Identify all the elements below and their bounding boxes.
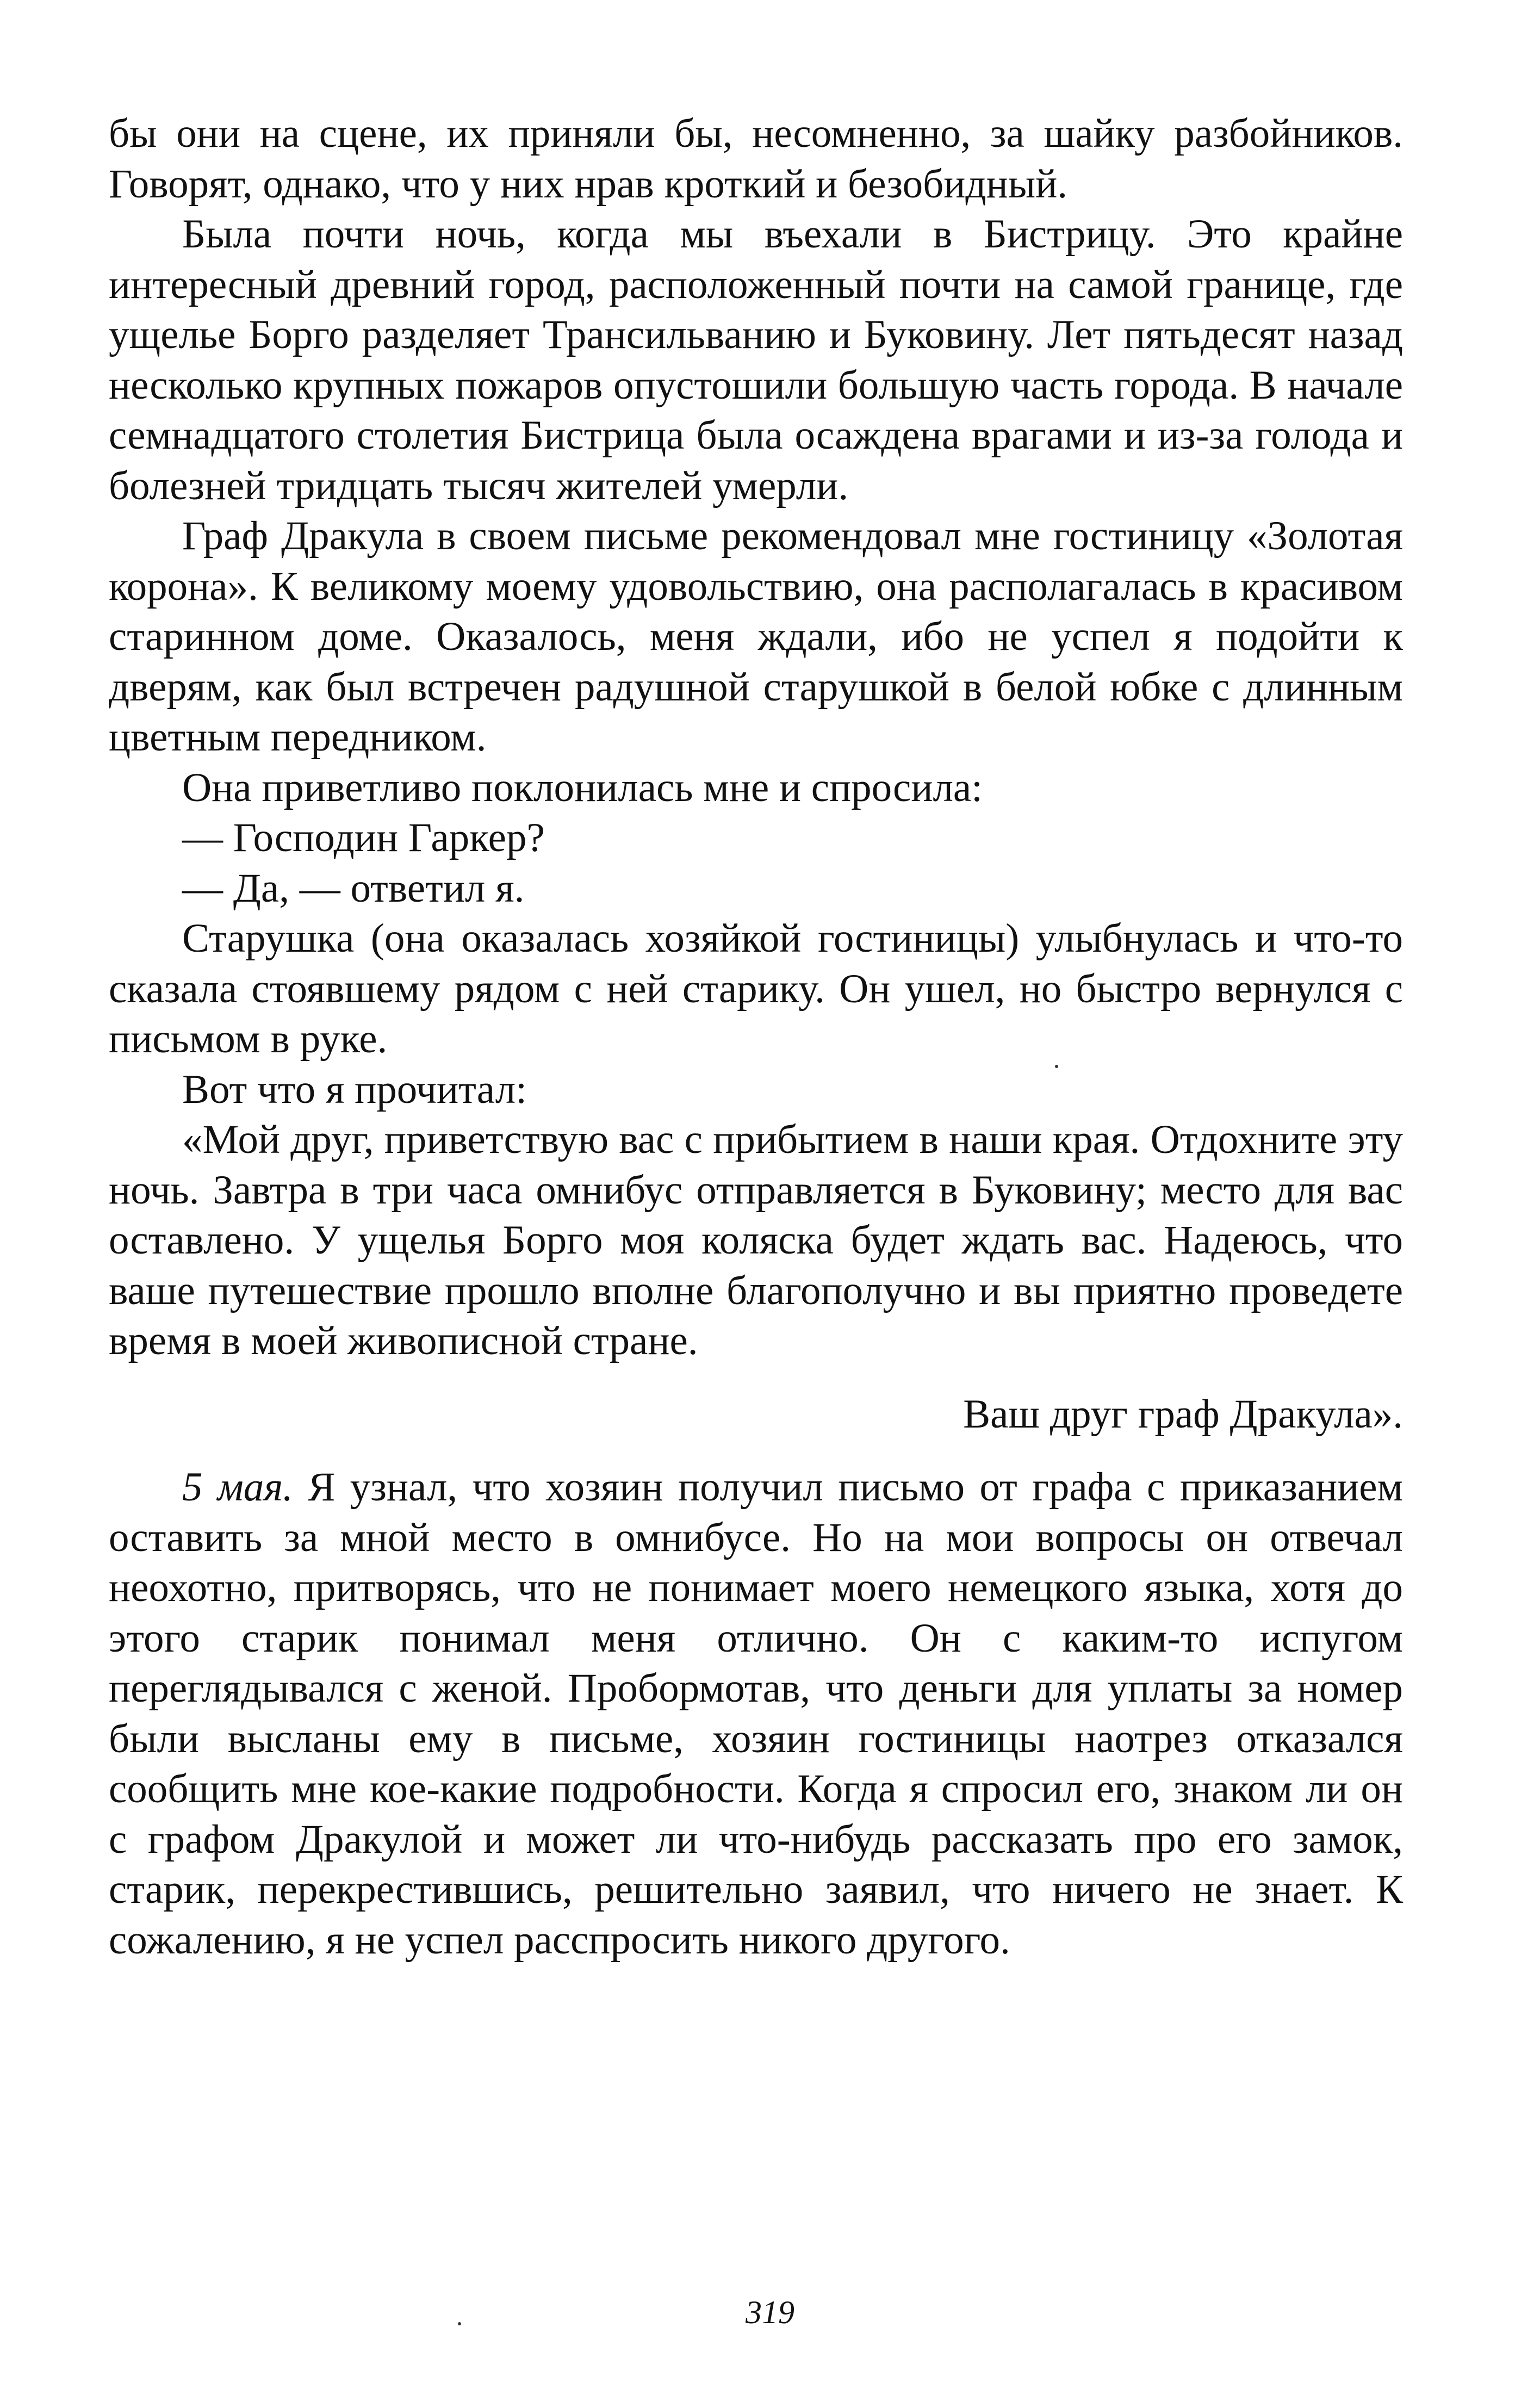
dialogue-line-1: — Господин Гаркер? [182,815,545,860]
dialogue-line-2: — Да, — ответил я. [182,865,525,911]
paragraph-old-woman: Старушка (она оказалась хозяйкой гостиницы) улыбнулась и что-то сказала стоявшему рядом с ней старику. Он ушел, но быстро вернулся с письмом в руке. [109,916,1403,1062]
paragraph-hotel: Граф Дракула в своем письме рекомендовал мне гостиницу «Золотая корона». К великому моему удовольствию, она располагалась в красивом старинном доме. Оказалось, меня ждали, ибо не успел я подойти к дверям, как был встречен радушной старушкой в белой юбке с длинным цветным передником. [109,513,1403,760]
page-number: 319 [746,2294,794,2330]
letter-signature: Ваш друг граф Дракула». [963,1391,1403,1437]
paragraph-read: Вот что я прочитал: [182,1066,527,1112]
print-speck [1055,1065,1058,1068]
print-speck [458,2322,461,2325]
diary-entry-text: Я узнал, что хозяин получил письмо от графа с приказанием оставить за мной место в омнибусе. Но на мои вопросы он отвечал неохотно, притворясь, что не понимает моего немецкого языка, хотя до этого старик понимал меня отлично. Он с каким-то испугом переглядывался с женой. Пробормотав, что деньги для уплаты за номер были высланы ему в письме, хозяин гостиницы наотрез отказался сообщить мне кое-какие подробности. Когда я спросил его, знаком ли он с графом Дракулой и может ли что-нибудь рассказать про его замок, старик, перекрестившись, решительно заявил, что ничего не знает. К сожалению, я не успел расспросить никого другого. [109,1465,1404,1963]
letter-text: «Мой друг, приветствую вас с прибытием в наши края. Отдохните эту ночь. Завтра в три часа омнибус отправляется в Буковину; место для вас оставлено. У ущелья Борго моя коляска будет ждать вас. Надеюсь, что ваше путешествие прошло вполне благополучно и вы приятно проведете время в моей живописной стране. [109,1117,1403,1363]
paragraph-bistritz: Была почти ночь, когда мы въехали в Бистрицу. Это крайне интересный древний город, расположенный почти на самой границе, где ущелье Борго разделяет Трансильванию и Буковину. Лет пятьдесят назад несколько крупных пожаров опустошили большую часть города. В начале семнадцатого столетия Бистрица была осаждена врагами и из-за голода и болезней тридцать тысяч жителей умерли. [109,212,1403,508]
diary-entry-may-5 [109,1462,1403,1965]
diary-date: 5 мая. [182,1465,293,1510]
paragraph-greeting: Она приветливо поклонилась мне и спросила: [182,765,983,810]
paragraph-continuation: бы они на сцене, их приняли бы, несомненно, за шайку разбойников. Говорят, однако, что у них нрав кроткий и безобидный. [109,111,1403,207]
body-text [109,109,1403,1965]
